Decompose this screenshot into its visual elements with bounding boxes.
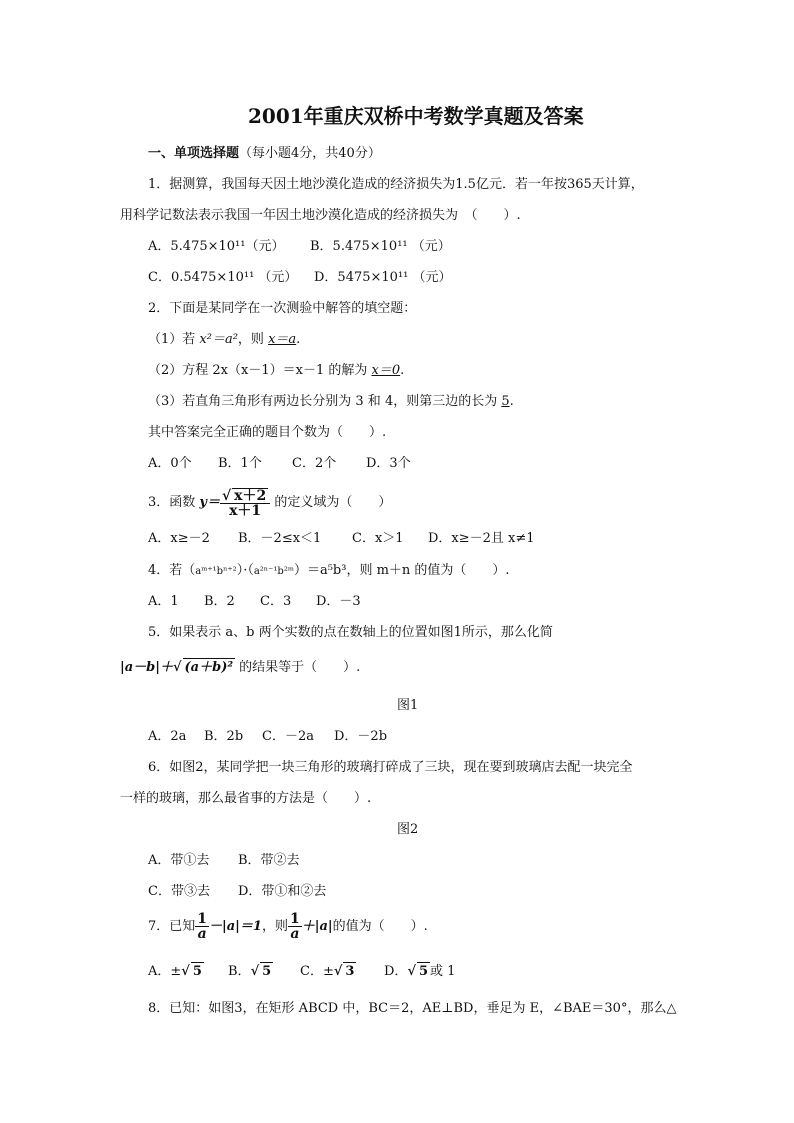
q7-option-d: D．√ 5 或 1 (384, 964, 456, 979)
q3-option-d: D．x≥－2且 x≠1 (428, 531, 535, 546)
section-note: （每小题4分，共40分） (239, 146, 381, 161)
q2-stem: 2．下面是某同学在一次测验中解答的填空题： (148, 301, 417, 316)
q7-option-c: C．±√ 3 (300, 964, 355, 979)
q4-option-b: B．2 (204, 594, 235, 609)
page-title: 2001年重庆双桥中考数学真题及答案 (248, 104, 584, 128)
q4-option-c: C．3 (260, 594, 292, 609)
q6-option-a: A．带①去 (148, 853, 210, 868)
q2-option-a: A．0个 (148, 456, 192, 471)
q6-option-d: D．带①和②去 (238, 884, 327, 899)
q2-sub1: （1）若 x²＝a²，则 x＝a. (148, 332, 301, 347)
q5-option-a: A．2a (148, 729, 187, 744)
q6-option-b: B．带②去 (238, 853, 300, 868)
q1-option-d: D．5475×10¹¹ （元） (314, 270, 452, 285)
q3-option-c: C．x＞1 (352, 531, 404, 546)
q2-option-c: C．2个 (292, 456, 337, 471)
q3-fraction: $\frac{√ x+2}{x+1}$ (220, 488, 270, 518)
section-heading (148, 145, 381, 163)
q3-option-a: A．x≥－2 (148, 531, 210, 546)
q2-sub3: （3）若直角三角形有两边长分别为 3 和 4，则第三边的长为 5. (148, 394, 514, 409)
q5-stem: 5．如果表示 a、b 两个实数的点在数轴上的位置如图1所示，那么化简 (148, 625, 553, 640)
q2-sub2: （2）方程 2x（x－1）＝x－1 的解为 x＝0. (148, 363, 405, 378)
q5-option-d: D．－2b (334, 729, 388, 744)
figure-1-caption: 图1 (397, 698, 419, 713)
q2-option-b: B．1个 (218, 456, 262, 471)
q2-ask: 其中答案完全正确的题目个数为（ ）. (148, 425, 387, 440)
q3-option-b: B．－2≤x＜1 (238, 531, 322, 546)
q4-option-d: D．－3 (316, 594, 361, 609)
q6-stem-line2: 一样的玻璃，那么最省事的方法是（ ）. (120, 791, 372, 806)
q5-option-b: B．2b (204, 729, 244, 744)
q7-stem: 7．已知 $\frac{1}{a}$ －|a|＝1，则 $\frac{1}{a}$ ＋|a|的值为（ ）. (148, 911, 428, 942)
q6-stem-line1: 6．如图2，某同学把一块三角形的玻璃打碎成了三块，现在要到玻璃店去配一块完全 (148, 760, 633, 775)
q5-expression: |a－b|＋√ (a＋b)² 的结果等于（ ）. (120, 660, 361, 675)
q3-stem: 3．函数 y＝ $\frac{√ x+2}{x+1}$ 的定义域为（ ） (148, 487, 392, 519)
q4-option-a: A．1 (148, 594, 179, 609)
q4-stem: 4．若（aᵐ⁺¹bⁿ⁺²）·（a²ⁿ⁻¹b²ᵐ）＝a⁵b³，则 m＋n 的值为（ ）. (148, 563, 510, 578)
q2-option-d: D．3个 (366, 456, 411, 471)
q6-option-c: C．带③去 (148, 884, 210, 899)
q1-option-a: A．5.475×10¹¹（元） (148, 239, 285, 254)
q8-stem: 8．已知：如图3，在矩形 ABCD 中，BC＝2，AE⊥BD，垂足为 E，∠BAE＝30°，那么△ (148, 1001, 677, 1016)
q1-option-b: B．5.475×10¹¹ （元） (310, 239, 451, 254)
q1-option-c: C．0.5475×10¹¹ （元） (148, 270, 298, 285)
q5-option-c: C．－2a (262, 729, 314, 744)
q1-stem-line1: 1．据测算，我国每天因土地沙漠化造成的经济损失为1.5亿元．若一年按365天计算， (148, 177, 644, 192)
q1-stem-line2: 用科学记数法表示我国一年因土地沙漠化造成的经济损失为 （ ）. (120, 208, 521, 223)
q7-option-b: B．√ 5 (228, 964, 272, 979)
q7-option-a: A．±√ 5 (148, 964, 202, 979)
figure-2-caption: 图2 (397, 822, 419, 837)
section-title: 一、单项选择题 (148, 146, 240, 161)
